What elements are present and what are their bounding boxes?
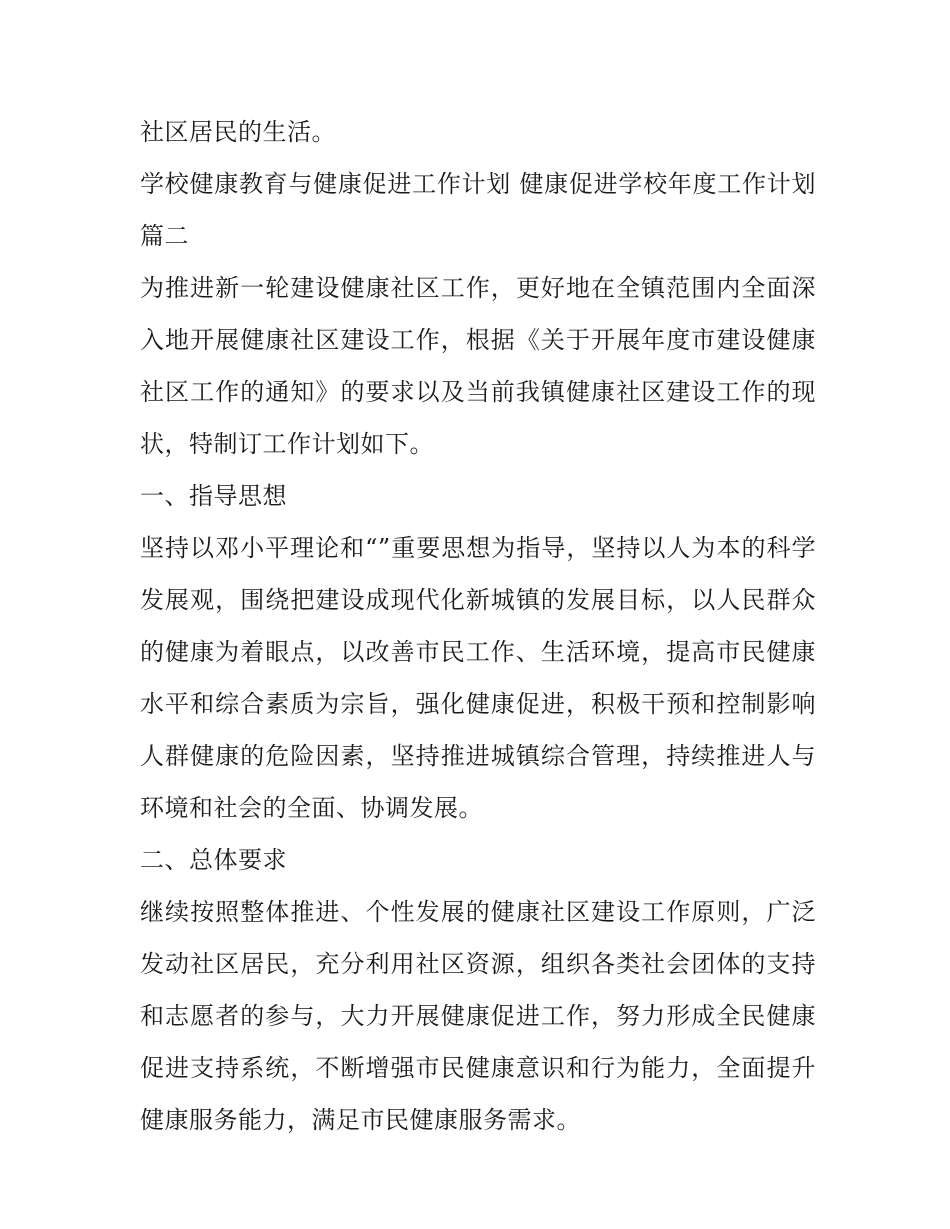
section-title: 学校健康教育与健康促进工作计划 健康促进学校年度工作计划篇二: [140, 170, 816, 250]
document-body: [140, 106, 816, 1146]
paragraph-overall-requirements: 继续按照整体推进、个性发展的健康社区建设工作原则，广泛发动社区居民，充分利用社区资源，组织各类社会团体的支持和志愿者的参与，大力开展健康促进工作，努力形成全民健康促进支持系统，不断增强市民健康意识和行为能力，全面提升健康服务能力，满足市民健康服务需求。: [140, 898, 816, 1134]
paragraph-guiding-ideology: 坚持以邓小平理论和“”重要思想为指导，坚持以人为本的科学发展观，围绕把建设成现代化新城镇的发展目标，以人民群众的健康为着眼点，以改善市民工作、生活环境，提高市民健康水平和综合素质为宗旨，强化健康促进，积极干预和控制影响人群健康的危险因素，坚持推进城镇综合管理，持续推进人与环境和社会的全面、协调发展。: [140, 534, 816, 822]
paragraph-intro: 为推进新一轮建设健康社区工作，更好地在全镇范围内全面深入地开展健康社区建设工作，根据《关于开展年度市建设健康社区工作的通知》的要求以及当前我镇健康社区建设工作的现状，特制订工作计划如下。: [140, 274, 816, 458]
heading-guiding-ideology: 一、指导思想: [140, 482, 287, 510]
heading-overall-requirements: 二、总体要求: [140, 846, 287, 874]
paragraph-continuation: 社区居民的生活。: [140, 118, 336, 146]
